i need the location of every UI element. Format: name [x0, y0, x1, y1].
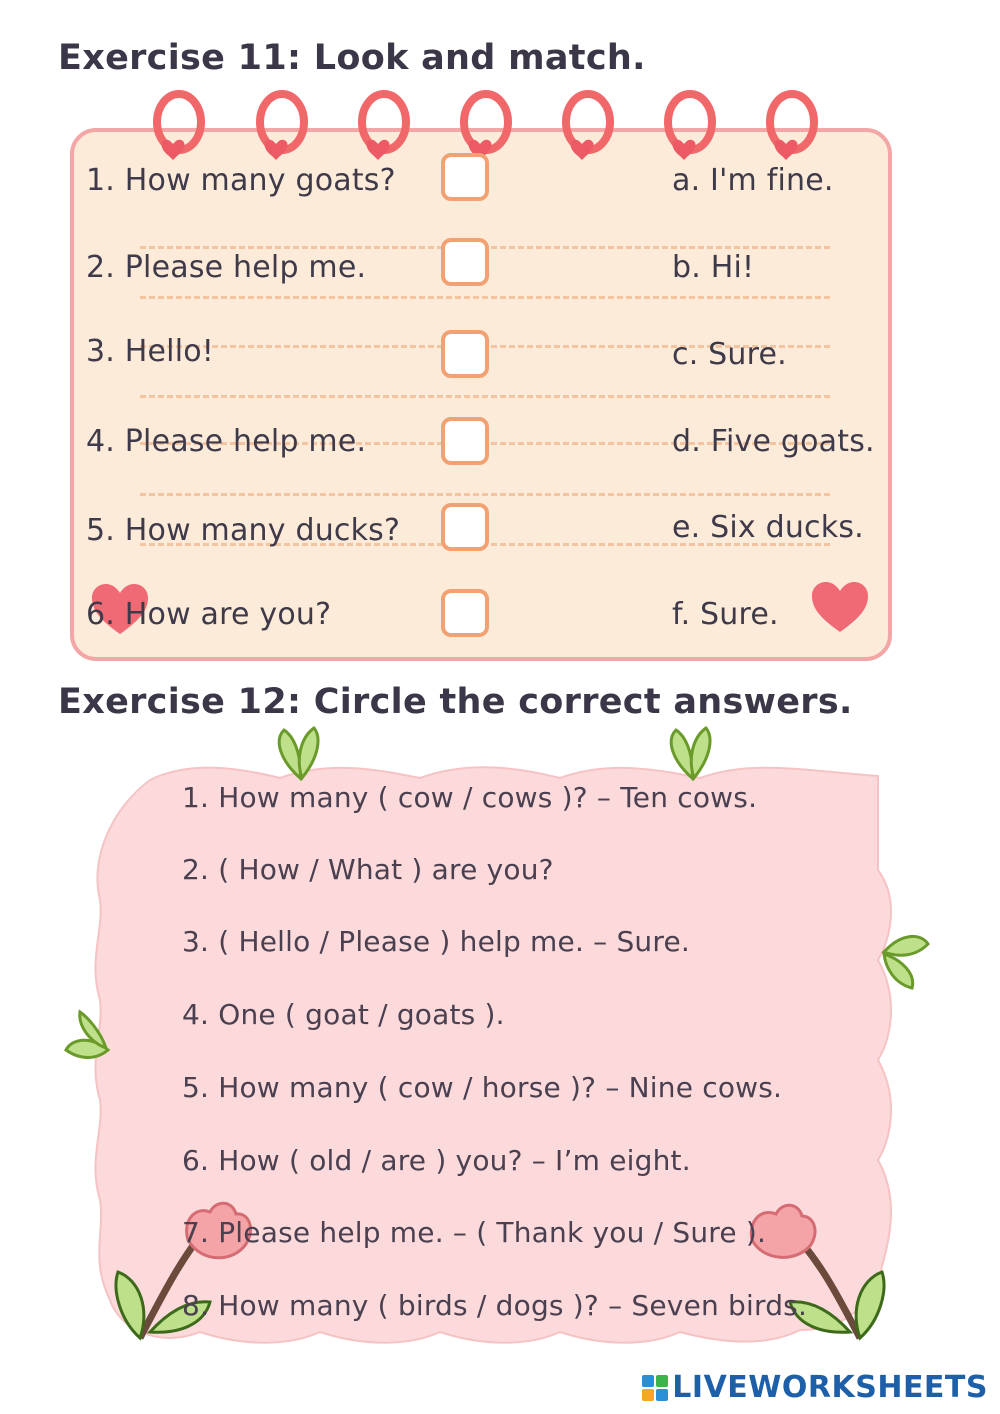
- divider: [140, 395, 830, 398]
- divider: [140, 296, 830, 299]
- answer-box[interactable]: [441, 589, 489, 637]
- sentence: 8. How many ( birds / dogs )? – Seven birds.: [182, 1289, 808, 1322]
- match-question: 5. How many ducks?: [86, 513, 401, 548]
- sentence: 2. ( How / What ) are you?: [182, 853, 554, 886]
- sentence: 6. How ( old / are ) you? – I’m eight.: [182, 1144, 691, 1177]
- answer-box[interactable]: [441, 330, 489, 378]
- heart-icon: [810, 580, 870, 634]
- binder-ring-icon: [250, 86, 314, 170]
- match-answer: a. I'm fine.: [672, 163, 834, 198]
- binder-ring-icon: [147, 86, 211, 170]
- binder-ring-icon: [760, 86, 824, 170]
- exercise-12-title: Exercise 12: Circle the correct answers.: [58, 682, 853, 722]
- match-question: 4. Please help me.: [86, 424, 367, 459]
- binder-ring-icon: [352, 86, 416, 170]
- answer-box[interactable]: [441, 503, 489, 551]
- liveworksheets-logo: [642, 1370, 988, 1405]
- brand-name: LIVEWORKSHEETS: [672, 1370, 988, 1405]
- match-answer: d. Five goats.: [672, 424, 875, 459]
- answer-box[interactable]: [441, 238, 489, 286]
- match-answer: f. Sure.: [672, 597, 779, 632]
- brand-grid-icon: [642, 1375, 668, 1401]
- match-question: 6. How are you?: [86, 597, 332, 632]
- match-answer: b. Hi!: [672, 250, 755, 285]
- binder-ring-icon: [658, 86, 722, 170]
- match-question: 2. Please help me.: [86, 250, 367, 285]
- sentence: 7. Please help me. – ( Thank you / Sure ).: [182, 1216, 767, 1249]
- answer-box[interactable]: [441, 153, 489, 201]
- match-question: 3. Hello!: [86, 334, 215, 369]
- divider: [140, 493, 830, 496]
- answer-box[interactable]: [441, 417, 489, 465]
- sentence-panel: [0, 720, 1000, 1380]
- match-question: 1. How many goats?: [86, 163, 396, 198]
- sentence: 1. How many ( cow / cows )? – Ten cows.: [182, 781, 758, 814]
- match-answer: e. Six ducks.: [672, 510, 864, 545]
- sentence: 5. How many ( cow / horse )? – Nine cows.: [182, 1071, 783, 1104]
- sentence: 3. ( Hello / Please ) help me. – Sure.: [182, 925, 691, 958]
- binder-ring-icon: [556, 86, 620, 170]
- exercise-11-title: Exercise 11: Look and match.: [58, 38, 646, 78]
- match-answer: c. Sure.: [672, 337, 787, 372]
- sentence: 4. One ( goat / goats ).: [182, 998, 505, 1031]
